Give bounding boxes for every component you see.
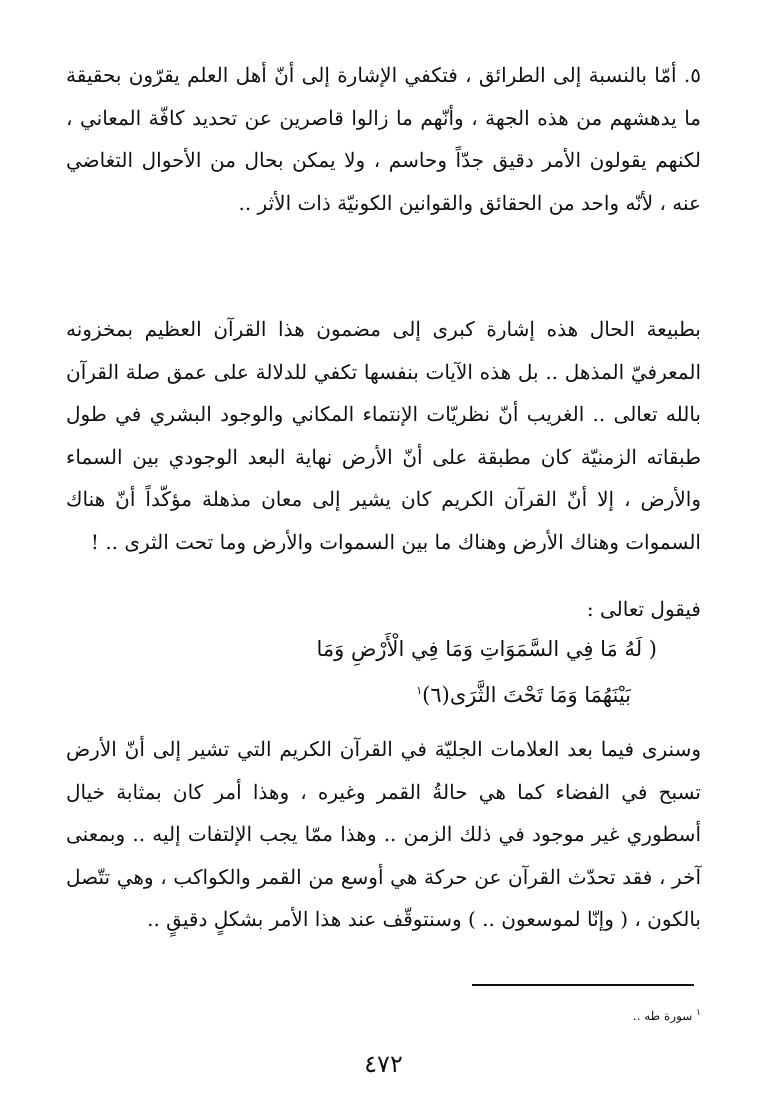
footnote-reference[interactable]: ١: [416, 684, 423, 697]
footnote-text: سورة طه ..: [632, 1009, 693, 1023]
footnote-divider: [472, 984, 694, 986]
footnote: [633, 1004, 701, 1025]
quote-intro: فيقول تعالى :: [586, 597, 701, 621]
quran-verse: [66, 628, 701, 716]
paragraph-methods: ٥. أمّا بالنسبة إلى الطرائق ، فتكفي الإشارة إلى أنّ أهل العلم يقرّون بحقيقة ما يدهشهم من هذه الجهة ، وأنّهم ما زالوا قاصرين عن تحديد كافّة المعاني ، لكنهم يقولون الأمر دقيق جدّاً وحاسم ، ولا يمكن بحال من الأحوال التغاضي عنه ، لأنّه واحد من الحقائق والقوانين الكونيّة ذات الأثر ..: [66, 63, 701, 215]
footnote-mark: ١: [696, 1008, 701, 1018]
paragraph-earth-motion: وسنرى فيما بعد العلامات الجليّة في القرآن الكريم التي تشير إلى أنّ الأرض تسبح في الفضاء كما هي حالةُ القمر وغيره ، وهذا أمر كان بمثابة خيال أسطوري غير موجود في ذلك الزمن .. وهذا ممّا يجب الإلتفات إليه .. وبمعنى آخر ، فقد تحدّث القرآن عن حركة هي أوسع من القمر والكواكب ، وهي تتّصل بالكون ، ( وإنّا لموسعون .. ) وسنتوقّف عند هذا الأمر بشكلٍ دقيقٍ ..: [66, 737, 701, 931]
paragraph-quran-reference: بطبيعة الحال هذه إشارة كبرى إلى مضمون هذا القرآن العظيم بمخزونه المعرفيّ المذهل .. بل هذه الآيات بنفسها تكفي للدلالة على عمق صلة القرآن بالله تعالى .. الغريب أنّ نظريّات الإنتماء المكاني والوجود البشري في طول طبقاته الزمنيّة كان مطبقة على أنّ الأرض نهاية البعد الوجودي بين السماء والأرض ، إلا أنّ القرآن الكريم كان يشير إلى معان مذهلة مؤكّداً أنّ هناك السموات وهناك الأرض وهناك ما بين السموات والأرض وما تحت الثرى .. !: [66, 317, 701, 554]
verse-line-2-text: بَيْنَهُمَا وَمَا تَحْتَ الثَّرَى(٦): [422, 683, 631, 707]
verse-line-1: ( لَهُ مَا فِي السَّمَوَاتِ وَمَا فِي الْأَرْضِ وَمَا: [316, 637, 657, 661]
page-number: ٤٧٢: [364, 1050, 403, 1078]
verse-line-2: [66, 670, 701, 716]
